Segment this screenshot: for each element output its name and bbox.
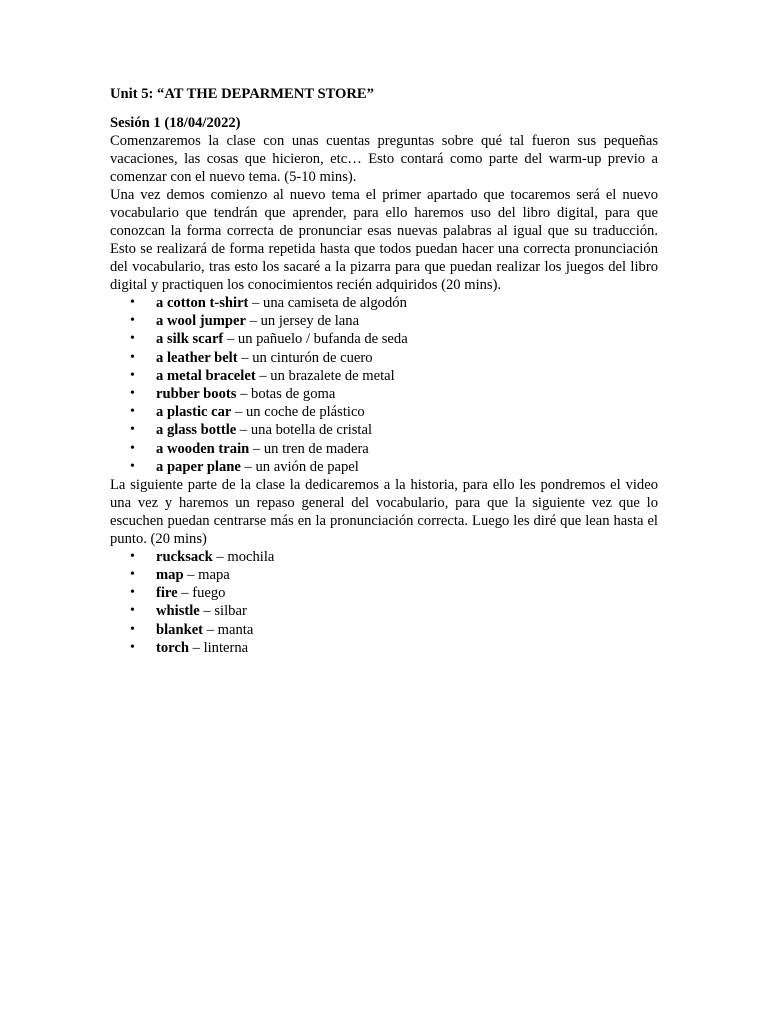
list-item	[110, 385, 658, 403]
vocab-translation: – manta	[203, 621, 254, 638]
list-item	[110, 367, 658, 385]
vocab-term: torch	[156, 639, 189, 656]
list-item	[110, 421, 658, 439]
list-item	[110, 312, 658, 330]
bullet-icon: •	[130, 440, 135, 456]
vocab-term: a glass bottle	[156, 422, 237, 439]
vocab-term: blanket	[156, 621, 204, 638]
vocab-term: a plastic car	[156, 404, 232, 421]
vocab-term: a leather belt	[156, 349, 238, 366]
vocab-list-materials	[110, 294, 658, 476]
paragraph-vocabulary: Una vez demos comienzo al nuevo tema el primer apartado que tocaremos será el nuevo vocabulario que tendrán que aprender, para ello haremos uso del libro digital, para que conozcan la forma correcta de pronunciar esas nuevas palabras al igual que su traducción. Esto se realizará de forma repetida hasta que todos puedan hacer una correcta pronunciación del vocabulario, tras esto los sacaré a la pizarra para que puedan realizar los juegos del libro digital y practiquen los conocimientos recién adquiridos (20 mins).	[110, 187, 658, 293]
vocab-translation: – una camiseta de algodón	[248, 295, 407, 311]
vocab-translation: – mapa	[183, 567, 230, 584]
bullet-icon: •	[130, 639, 135, 655]
vocab-term: a wooden train	[156, 440, 250, 457]
vocab-translation: – una botella de cristal	[236, 422, 373, 439]
vocab-term: rucksack	[156, 548, 213, 565]
list-item	[110, 403, 658, 421]
list-item	[110, 294, 658, 312]
list-item	[110, 566, 658, 584]
bullet-icon: •	[130, 548, 135, 564]
list-item	[110, 639, 658, 657]
bullet-icon: •	[130, 367, 135, 383]
list-item	[110, 584, 658, 602]
bullet-icon: •	[130, 458, 135, 474]
document-page	[110, 85, 658, 657]
list-item	[110, 330, 658, 348]
vocab-translation: – un pañuelo / bufanda de seda	[223, 331, 408, 348]
bullet-icon: •	[130, 621, 135, 637]
vocab-term: a paper plane	[156, 458, 241, 475]
vocab-term: a wool jumper	[156, 313, 246, 330]
unit-title: Unit 5: “AT THE DEPARMENT STORE”	[110, 86, 374, 102]
bullet-icon: •	[130, 295, 135, 310]
list-item	[110, 602, 658, 620]
vocab-term: a silk scarf	[156, 331, 224, 348]
vocab-translation: – silbar	[199, 603, 247, 620]
bullet-icon: •	[130, 385, 135, 401]
bullet-icon: •	[130, 422, 135, 438]
bullet-icon: •	[130, 567, 135, 583]
bullet-icon: •	[130, 603, 135, 619]
paragraph-warm-up: Comenzaremos la clase con unas cuentas preguntas sobre qué tal fueron sus pequeñas vacaciones, las cosas que hicieron, etc… Esto contará como parte del warm-up previo a comenzar con el nuevo tema. (5-10 mins).	[110, 133, 658, 185]
list-item	[110, 349, 658, 367]
vocab-term: rubber boots	[156, 385, 237, 402]
bullet-icon: •	[130, 585, 135, 601]
vocab-translation: – un cinturón de cuero	[237, 349, 373, 366]
vocab-term: a cotton t-shirt	[156, 295, 249, 311]
list-item	[110, 440, 658, 458]
vocab-translation: – linterna	[188, 639, 249, 656]
vocab-term: fire	[156, 585, 178, 602]
bullet-icon: •	[130, 313, 135, 329]
vocab-translation: – un brazalete de metal	[255, 367, 395, 384]
session-title: Sesión 1 (18/04/2022)	[110, 115, 241, 131]
bullet-icon: •	[130, 331, 135, 347]
vocab-translation: – un tren de madera	[249, 440, 369, 457]
list-item	[110, 458, 658, 476]
list-item	[110, 621, 658, 639]
vocab-translation: – mochila	[212, 548, 275, 565]
paragraph-story: La siguiente parte de la clase la dedicaremos a la historia, para ello les pondremos el video una vez y haremos un repaso general del vocabulario, para que la siguiente vez que lo escuchen puedan centrarse más en la pronunciación correcta. Luego les diré que lean hasta el punto. (20 mins)	[110, 476, 658, 547]
vocab-term: map	[156, 567, 184, 584]
vocab-translation: – un coche de plástico	[231, 404, 365, 421]
vocab-translation: – un jersey de lana	[246, 313, 360, 330]
vocab-list-story	[110, 548, 658, 657]
vocab-translation: – botas de goma	[236, 385, 336, 402]
bullet-icon: •	[130, 349, 135, 365]
vocab-translation: – fuego	[177, 585, 226, 602]
vocab-term: a metal bracelet	[156, 367, 256, 384]
list-item	[110, 548, 658, 566]
vocab-term: whistle	[156, 603, 200, 620]
bullet-icon: •	[130, 404, 135, 420]
vocab-translation: – un avión de papel	[240, 458, 359, 475]
